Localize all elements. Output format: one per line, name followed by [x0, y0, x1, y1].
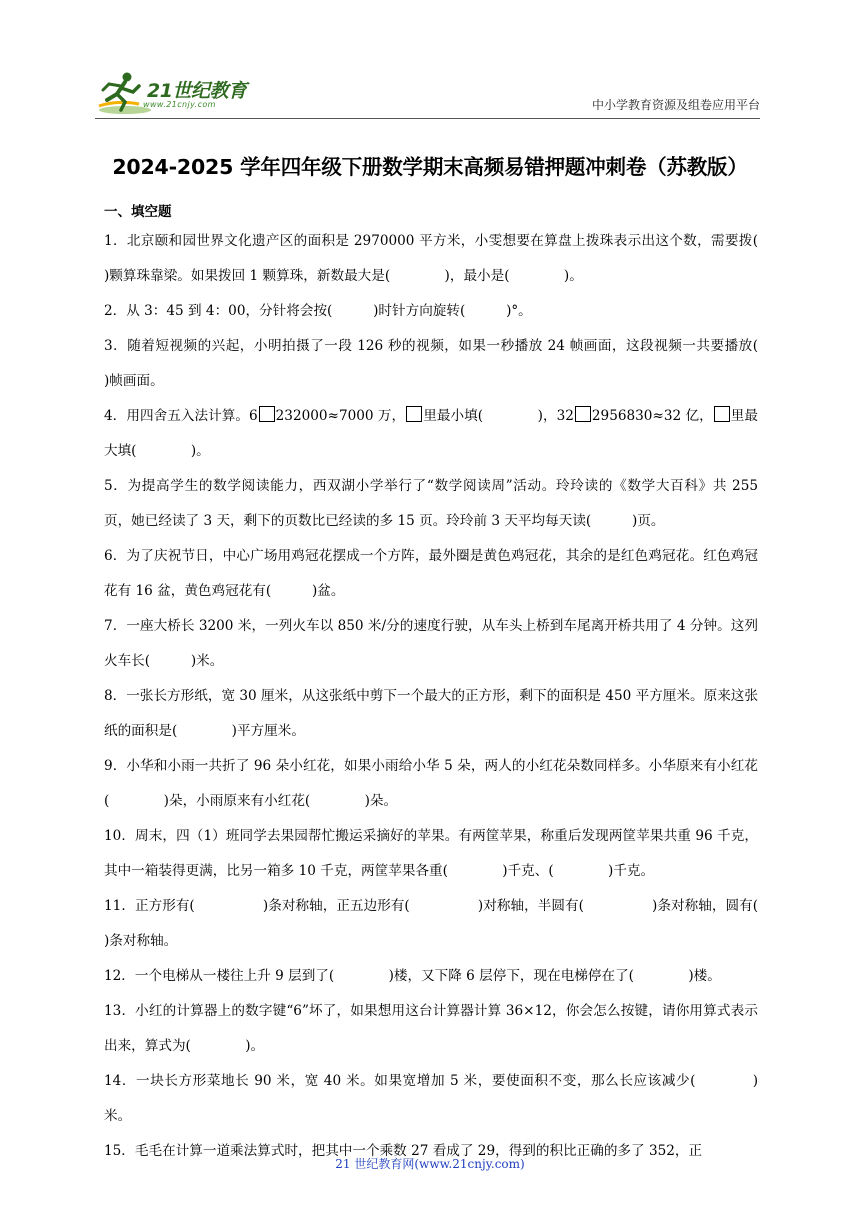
question-item: [104, 959, 758, 994]
question-text: 13．小红的计算器上的数字键“6”坏了，如果想用这台计算器计算 36×12，你会怎么按键，请你用算式表示出来，算式为( )。: [104, 1003, 758, 1054]
answer-box: [714, 406, 730, 422]
question-text: 11．正方形有( )条对称轴，正五边形有( )对称轴，半圆有( )条对称轴，圆有( )条对称轴。: [104, 898, 813, 949]
question-item: [104, 819, 758, 889]
logo-url: www.21cnjy.com: [143, 100, 216, 109]
question-text: 232000≈7000 万，: [275, 408, 406, 424]
answer-box: [575, 406, 591, 422]
answer-box: [406, 406, 422, 422]
question-item: [104, 609, 758, 679]
question-text: 10．周末，四（1）班同学去果园帮忙搬运采摘好的苹果。有两筐苹果，称重后发现两筐苹果共重 96 千克，其中一箱装得更满，比另一箱多 10 千克，两筐苹果各重( )千克、( )千克。: [104, 828, 758, 879]
question-text: 7．一座大桥长 3200 米，一列火车以 850 米/分的速度行驶，从车头上桥到车尾离开桥共用了 4 分钟。这列火车长( )米。: [104, 618, 758, 669]
site-logo: [95, 70, 265, 116]
question-item: [104, 539, 758, 609]
question-text: 12．一个电梯从一楼往上升 9 层到了( )楼，又下降 6 层停下，现在电梯停在了( )楼。: [104, 968, 721, 984]
question-item: [104, 294, 758, 329]
question-item: [104, 749, 758, 819]
question-text: 14．一块长方形菜地长 90 米，宽 40 米。如果宽增加 5 米，要使面积不变，那么长应该减少( )米。: [104, 1073, 758, 1124]
question-text: 15．毛毛在计算一道乘法算式时，把其中一个乘数 27 看成了 29，得到的积比正确的多了 352，正: [104, 1143, 703, 1159]
question-text: 8．一张长方形纸，宽 30 厘米，从这张纸中剪下一个最大的正方形，剩下的面积是 450 平方厘米。原来这张纸的面积是( )平方厘米。: [104, 688, 758, 739]
question-text: 4．用四舍五入法计算。6: [104, 408, 258, 424]
question-item: [104, 679, 758, 749]
question-text: 6．为了庆祝节日，中心广场用鸡冠花摆成一个方阵，最外圈是黄色鸡冠花，其余的是红色鸡冠花。红色鸡冠花有 16 盆，黄色鸡冠花有( )盆。: [104, 548, 758, 599]
answer-box: [259, 406, 275, 422]
question-text: 2．从 3：45 到 4：00，分针将会按( )时针方向旋转( )°。: [104, 303, 532, 319]
platform-name: 中小学教育资源及组卷应用平台: [591, 98, 760, 112]
question-text: 1．北京颐和园世界文化遗产区的面积是 2970000 平方米，小雯想要在算盘上拨珠表示出这个数，需要拨( )颗算珠靠梁。如果拨回 1 颗算珠，新数最大是( )，最小是( )。: [104, 233, 813, 284]
question-item: [104, 329, 813, 399]
question-item: [104, 889, 813, 959]
question-item: [104, 994, 758, 1064]
question-item: [104, 224, 813, 294]
question-item: [104, 1064, 758, 1134]
question-list: [104, 224, 813, 1169]
question-item: [104, 469, 758, 539]
question-item: [104, 399, 758, 469]
question-text: 3．随着短视频的兴起，小明拍摄了一段 126 秒的视频，如果一秒播放 24 帧画面，这段视频一共要播放( )帧画面。: [104, 338, 813, 389]
question-text: 里最小填( )，32: [423, 408, 574, 424]
runner-logo-icon: [95, 70, 151, 116]
logo-text: 21世纪教育: [147, 80, 247, 102]
page-header: [95, 70, 760, 118]
section-heading: 一、填空题: [104, 204, 172, 220]
question-text: 里最大填( )。: [104, 408, 759, 459]
question-text: 9．小华和小雨一共折了 96 朵小红花，如果小雨给小华 5 朵，两人的小红花朵数同样多。小华原来有小红花( )朵，小雨原来有小红花( )朵。: [104, 758, 758, 809]
question-text: 2956830≈32 亿，: [591, 408, 713, 424]
page-footer: 21 世纪教育网(www.21cnjy.com): [335, 1157, 525, 1171]
question-text: 5．为提高学生的数学阅读能力，西双湖小学举行了“数学阅读周”活动。玲玲读的《数学大百科》共 255 页，她已经读了 3 天，剩下的页数比已经读的多 15 页。玲玲前 3 天平均每天读( )页。: [104, 478, 758, 529]
page-title: 2024-2025 学年四年级下册数学期末高频易错押题冲刺卷（苏教版）: [112, 155, 748, 179]
header-divider: [95, 118, 760, 119]
